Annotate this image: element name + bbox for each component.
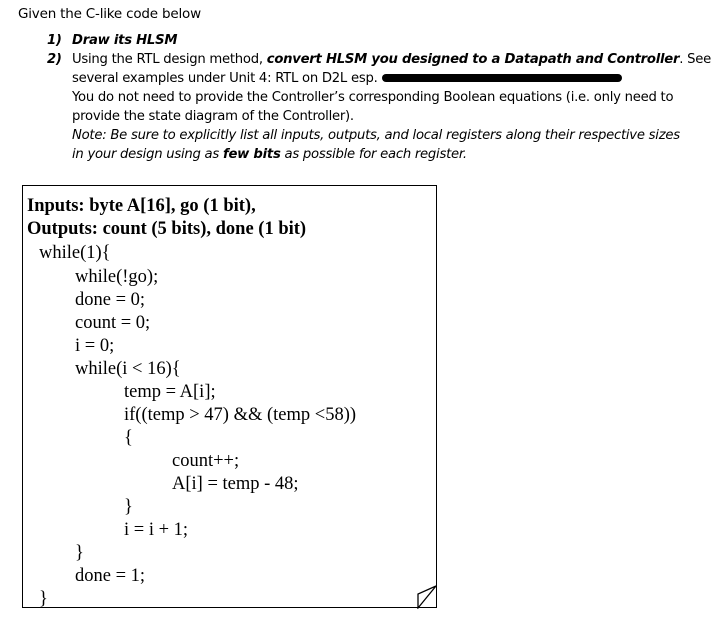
code-line: }: [39, 589, 48, 609]
code-line: A[i] = temp - 48;: [172, 474, 299, 494]
code-line: done = 1;: [75, 566, 146, 586]
code-line: count = 0;: [75, 313, 151, 333]
code-line: i = 0;: [75, 336, 115, 356]
question-2-note-1: Note: Be sure to explicitly list all inputs, outputs, and local registers along their respective sizes: [72, 128, 680, 143]
redacted-text: [382, 74, 622, 82]
code-line: while(1){: [39, 243, 111, 263]
intro-text: Given the C-like code below: [18, 6, 201, 22]
question-2-note-2: in your design using as few bits as possible for each register.: [72, 147, 467, 162]
code-line: }: [124, 497, 133, 517]
code-line: while(i < 16){: [75, 359, 181, 379]
question-2-line-2: several examples under Unit 4: RTL on D2L esp.: [72, 69, 622, 88]
question-2-line-3: You do not need to provide the Controller’s corresponding Boolean equations (i.e. only need to: [72, 90, 674, 105]
code-line: temp = A[i];: [124, 382, 216, 402]
outputs-line: Outputs: count (5 bits), done (1 bit): [27, 219, 307, 239]
question-2-emphasis: convert HLSM you designed to a Datapath and Controller: [266, 52, 680, 67]
question-2-line-1: Using the RTL design method, convert HLSM you designed to a Datapath and Controller. See: [72, 52, 711, 67]
code-line: if((temp > 47) && (temp <58)): [124, 405, 357, 425]
code-line: {: [124, 428, 133, 448]
code-line: }: [75, 543, 84, 563]
question-2-line-4: provide the state diagram of the Controller).: [72, 109, 354, 124]
question-1: [47, 31, 707, 50]
question-1-number: 1): [47, 33, 62, 48]
few-bits-emphasis: few bits: [222, 147, 281, 162]
inputs-line: Inputs: byte A[16], go (1 bit),: [27, 196, 256, 216]
code-line: done = 0;: [75, 290, 146, 310]
question-2: [47, 50, 717, 170]
question-1-title: Draw its HLSM: [72, 33, 178, 48]
code-line: count++;: [172, 451, 240, 471]
code-line: while(!go);: [75, 267, 159, 287]
code-line: i = i + 1;: [124, 520, 189, 540]
question-2-number: 2): [47, 52, 62, 67]
